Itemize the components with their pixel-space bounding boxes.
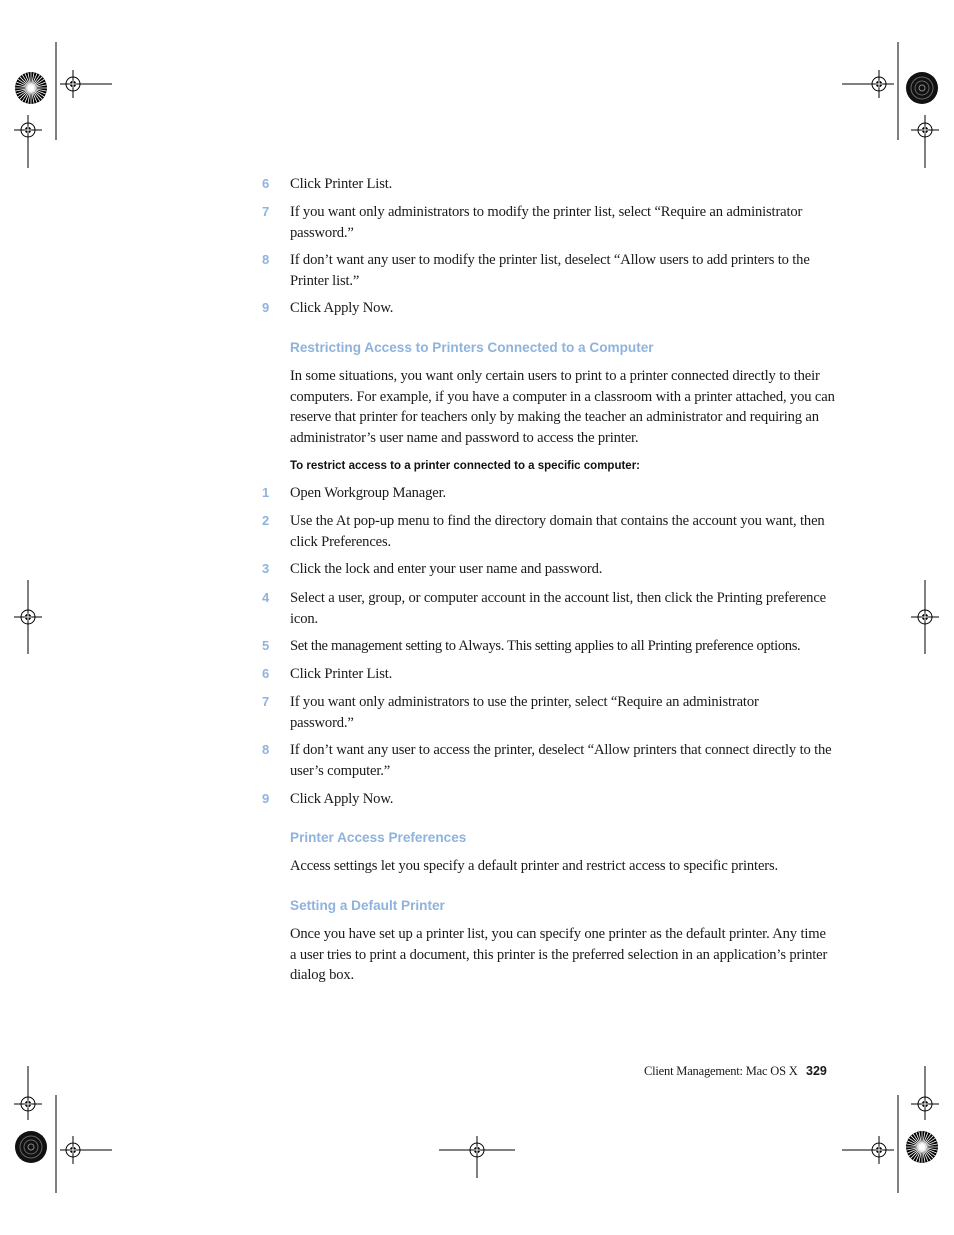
list-item bbox=[262, 789, 832, 810]
step-number: 6 bbox=[262, 666, 270, 681]
step-text: Click Apply Now. bbox=[290, 300, 394, 316]
step-number: 9 bbox=[262, 791, 270, 806]
list-item bbox=[262, 559, 832, 580]
procedure-title: To restrict access to a printer connected to a specific computer: bbox=[290, 460, 640, 472]
step-text: Select a user, group, or computer account in the account list, then click the Printing preference icon. bbox=[290, 590, 826, 627]
list-item bbox=[262, 664, 832, 685]
list-item bbox=[262, 588, 832, 629]
section-paragraph: Access settings let you specify a default printer and restrict access to specific printers. bbox=[290, 858, 779, 874]
step-number: 3 bbox=[262, 561, 270, 576]
list-item bbox=[262, 250, 832, 291]
section-paragraph: In some situations, you want only certain users to print to a printer connected directly to their computers. For example, if you have a computer in a classroom with a printer attached, you can reserve that printer for teachers only by making the teacher an administrator and requiring an administrator’s user name and password to access the printer. bbox=[290, 368, 835, 446]
step-number: 1 bbox=[262, 485, 270, 500]
step-number: 7 bbox=[262, 694, 270, 709]
list-item bbox=[262, 511, 832, 552]
section-paragraph: Once you have set up a printer list, you can specify one printer as the default printer. Any time a user tries to print a document, this printer is the preferred selection in an application’s printer dialog box. bbox=[290, 926, 828, 983]
step-text: Use the At pop-up menu to find the directory domain that contains the account you want, then click Preferences. bbox=[290, 513, 825, 550]
step-number: 2 bbox=[262, 513, 270, 528]
step-text: If you want only administrators to use the printer, select “Require an administrator password.” bbox=[290, 694, 759, 731]
step-text: If don’t want any user to modify the printer list, deselect “Allow users to add printers to the Printer list.” bbox=[290, 252, 810, 289]
section-heading-default-printer: Setting a Default Printer bbox=[290, 898, 445, 913]
step-text: Click Printer List. bbox=[290, 176, 393, 192]
step-number: 5 bbox=[262, 638, 270, 653]
list-item bbox=[262, 202, 832, 243]
step-number: 6 bbox=[262, 176, 270, 191]
list-item bbox=[262, 692, 832, 733]
step-number: 8 bbox=[262, 742, 270, 757]
section-heading-restricting-access: Restricting Access to Printers Connected to a Computer bbox=[290, 340, 654, 355]
step-text: Click Printer List. bbox=[290, 666, 393, 682]
list-item bbox=[262, 483, 832, 504]
step-number: 8 bbox=[262, 252, 270, 267]
step-number: 9 bbox=[262, 300, 270, 315]
step-number: 4 bbox=[262, 590, 270, 605]
step-text: If you want only administrators to modify the printer list, select “Require an administrator password.” bbox=[290, 204, 803, 241]
section-heading-printer-access: Printer Access Preferences bbox=[290, 830, 467, 845]
step-text: Set the management setting to Always. This setting applies to all Printing preference options. bbox=[290, 638, 801, 654]
list-item bbox=[262, 740, 832, 781]
step-text: Click the lock and enter your user name and password. bbox=[290, 561, 603, 577]
list-item bbox=[262, 636, 832, 657]
step-text: Open Workgroup Manager. bbox=[290, 485, 447, 501]
running-footer-title: Client Management: Mac OS X bbox=[644, 1064, 798, 1078]
step-text: Click Apply Now. bbox=[290, 791, 394, 807]
list-item bbox=[262, 298, 832, 319]
step-number: 7 bbox=[262, 204, 270, 219]
page-number: 329 bbox=[806, 1064, 827, 1078]
step-text: If don’t want any user to access the printer, deselect “Allow printers that connect directly to the user’s computer.” bbox=[290, 742, 832, 779]
list-item bbox=[262, 174, 832, 195]
